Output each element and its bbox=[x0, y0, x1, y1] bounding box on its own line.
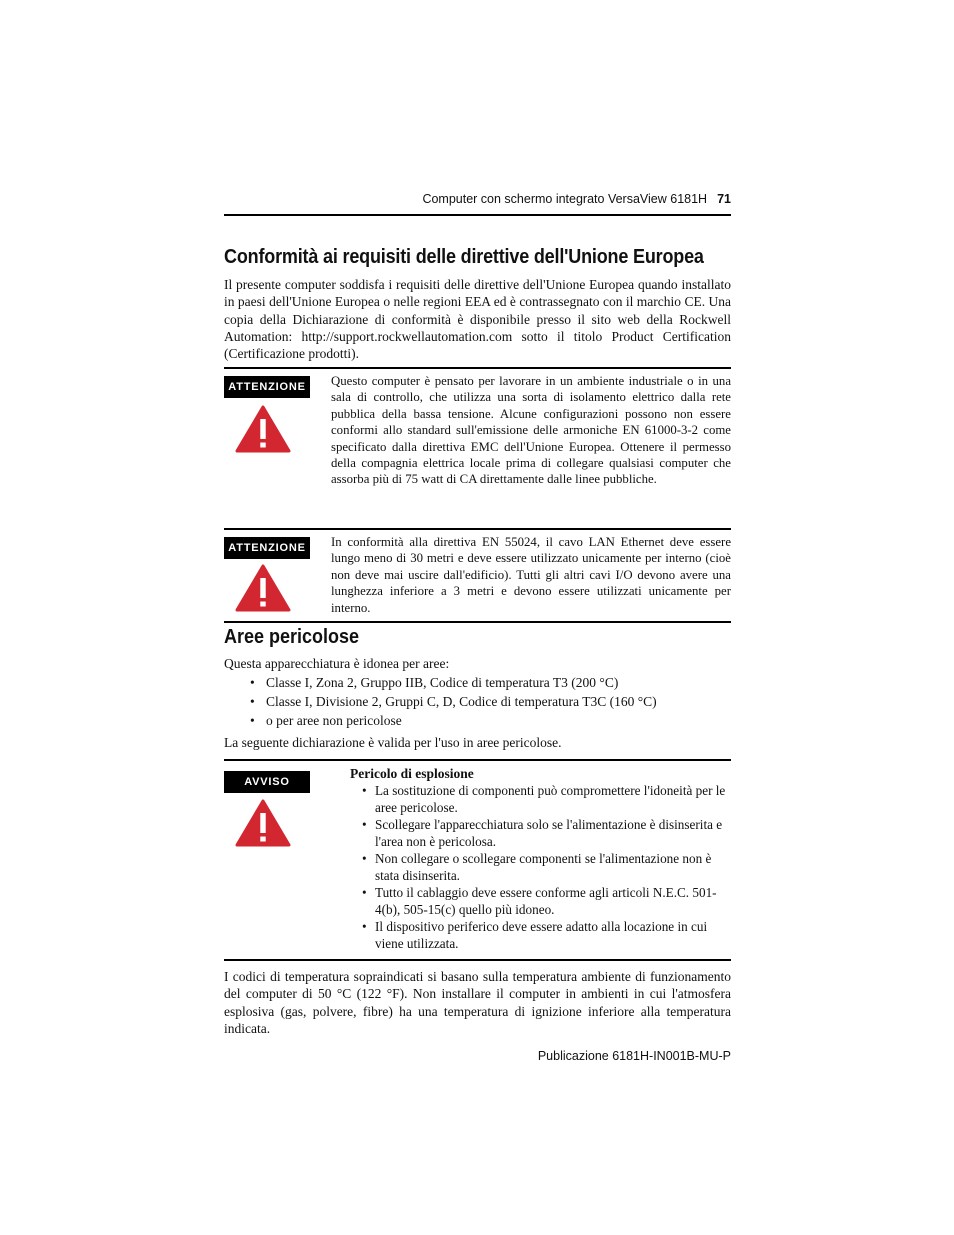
section-heading-eu: Conformità ai requisiti delle direttive dell'Unione Europea bbox=[224, 246, 704, 268]
explosion-notice-title: Pericolo di esplosione bbox=[350, 766, 474, 781]
warning-badge: AVVISO bbox=[224, 771, 310, 793]
warning-triangle-icon bbox=[235, 563, 291, 613]
attention-notice-2 bbox=[224, 528, 731, 623]
warning-triangle-icon bbox=[235, 798, 291, 848]
header-title: Computer con schermo integrato VersaView 6181H bbox=[422, 192, 708, 206]
header-rule bbox=[224, 214, 731, 216]
attention-badge: ATTENZIONE bbox=[224, 537, 310, 559]
list-item: • Classe I, Zona 2, Gruppo IIB, Codice di temperatura T3 (200 °C) bbox=[248, 673, 731, 692]
list-item: • Il dispositivo periferico deve essere adatto alla locazione in cui viene utilizzata. bbox=[350, 918, 731, 952]
running-header bbox=[224, 192, 731, 206]
explosion-notice-body bbox=[350, 765, 731, 952]
publication-footer: Publicazione 6181H-IN001B-MU-P bbox=[537, 1049, 731, 1063]
attention-badge: ATTENZIONE bbox=[224, 376, 310, 398]
section-heading-hazard: Aree pericolose bbox=[224, 626, 360, 648]
page-number: 71 bbox=[717, 192, 731, 206]
attention-notice-1 bbox=[224, 367, 731, 511]
eu-paragraph: Il presente computer soddisfa i requisiti delle direttive dell'Unione Europea quando installato in paesi dell'Unione Europea o nelle regioni EEA ed è contrassegnato con il marchio CE. Una copia della Dichiarazione di conformità è disponibile presso il sito web della Rockwell Automation: http://support.rockwellautomation.com sotto il titolo Product Certification (Certificazione prodotti). bbox=[224, 277, 731, 362]
hazard-intro: Questa apparecchiatura è idonea per aree: bbox=[224, 656, 450, 671]
list-item: • La sostituzione di componenti può compromettere l'idoneità per le aree pericolose. bbox=[350, 782, 731, 816]
list-item: • Tutto il cablaggio deve essere conforme agli articoli N.E.C. 501-4(b), 505-15(c) quello più idoneo. bbox=[350, 884, 731, 918]
explosion-bullet-list bbox=[350, 782, 731, 952]
hazard-class-list bbox=[248, 673, 731, 730]
notice-2-text: In conformità alla direttiva EN 55024, il cavo LAN Ethernet deve essere lungo meno di 30 metri e deve essere utilizzato unicamente per interno (cioè non deve mai uscire dall'edificio). Tutti gli altri cavi I/O devono avere una lunghezza inferiore a 3 metri e devono essere utilizzati unicamente per interno. bbox=[331, 535, 731, 615]
list-item: • Non collegare o scollegare componenti se l'alimentazione non è stata disinserita. bbox=[350, 850, 731, 884]
list-item: • Classe I, Divisione 2, Gruppi C, D, Codice di temperatura T3C (160 °C) bbox=[248, 692, 731, 711]
list-item: • Scollegare l'apparecchiatura solo se l'alimentazione è disinserita e l'area non è pericolosa. bbox=[350, 816, 731, 850]
temperature-codes-paragraph: I codici di temperatura sopraindicati si basano sulla temperatura ambiente di funzionamento del computer di 50 °C (122 °F). Non installare il computer in ambienti in cui l'atmosfera esplosiva (gas, polvere, fibre) ha una temperatura di ignizione inferiore alla temperatura indicata. bbox=[224, 969, 731, 1036]
warning-notice-explosion bbox=[224, 759, 731, 961]
warning-triangle-icon bbox=[235, 404, 291, 454]
hazard-statement: La seguente dichiarazione è valida per l'uso in aree pericolose. bbox=[224, 735, 562, 750]
notice-1-text: Questo computer è pensato per lavorare in un ambiente industriale o in una sala di controllo, che utilizza una sorta di isolamento elettrico dalla rete pubblica della bassa tensione. Alcune configurazioni possono non essere conformi allo standard sull'emissione delle armoniche EN 61000-3-2 come specificato dalla direttiva EMC dell'Unione Europea. Ottenere il permesso della compagnia elettrica locale prima di collegare qualsiasi computer che assorba più di 75 watt di CA direttamente dalle linee pubbliche. bbox=[331, 374, 731, 487]
list-item: • o per aree non pericolose bbox=[248, 711, 731, 730]
